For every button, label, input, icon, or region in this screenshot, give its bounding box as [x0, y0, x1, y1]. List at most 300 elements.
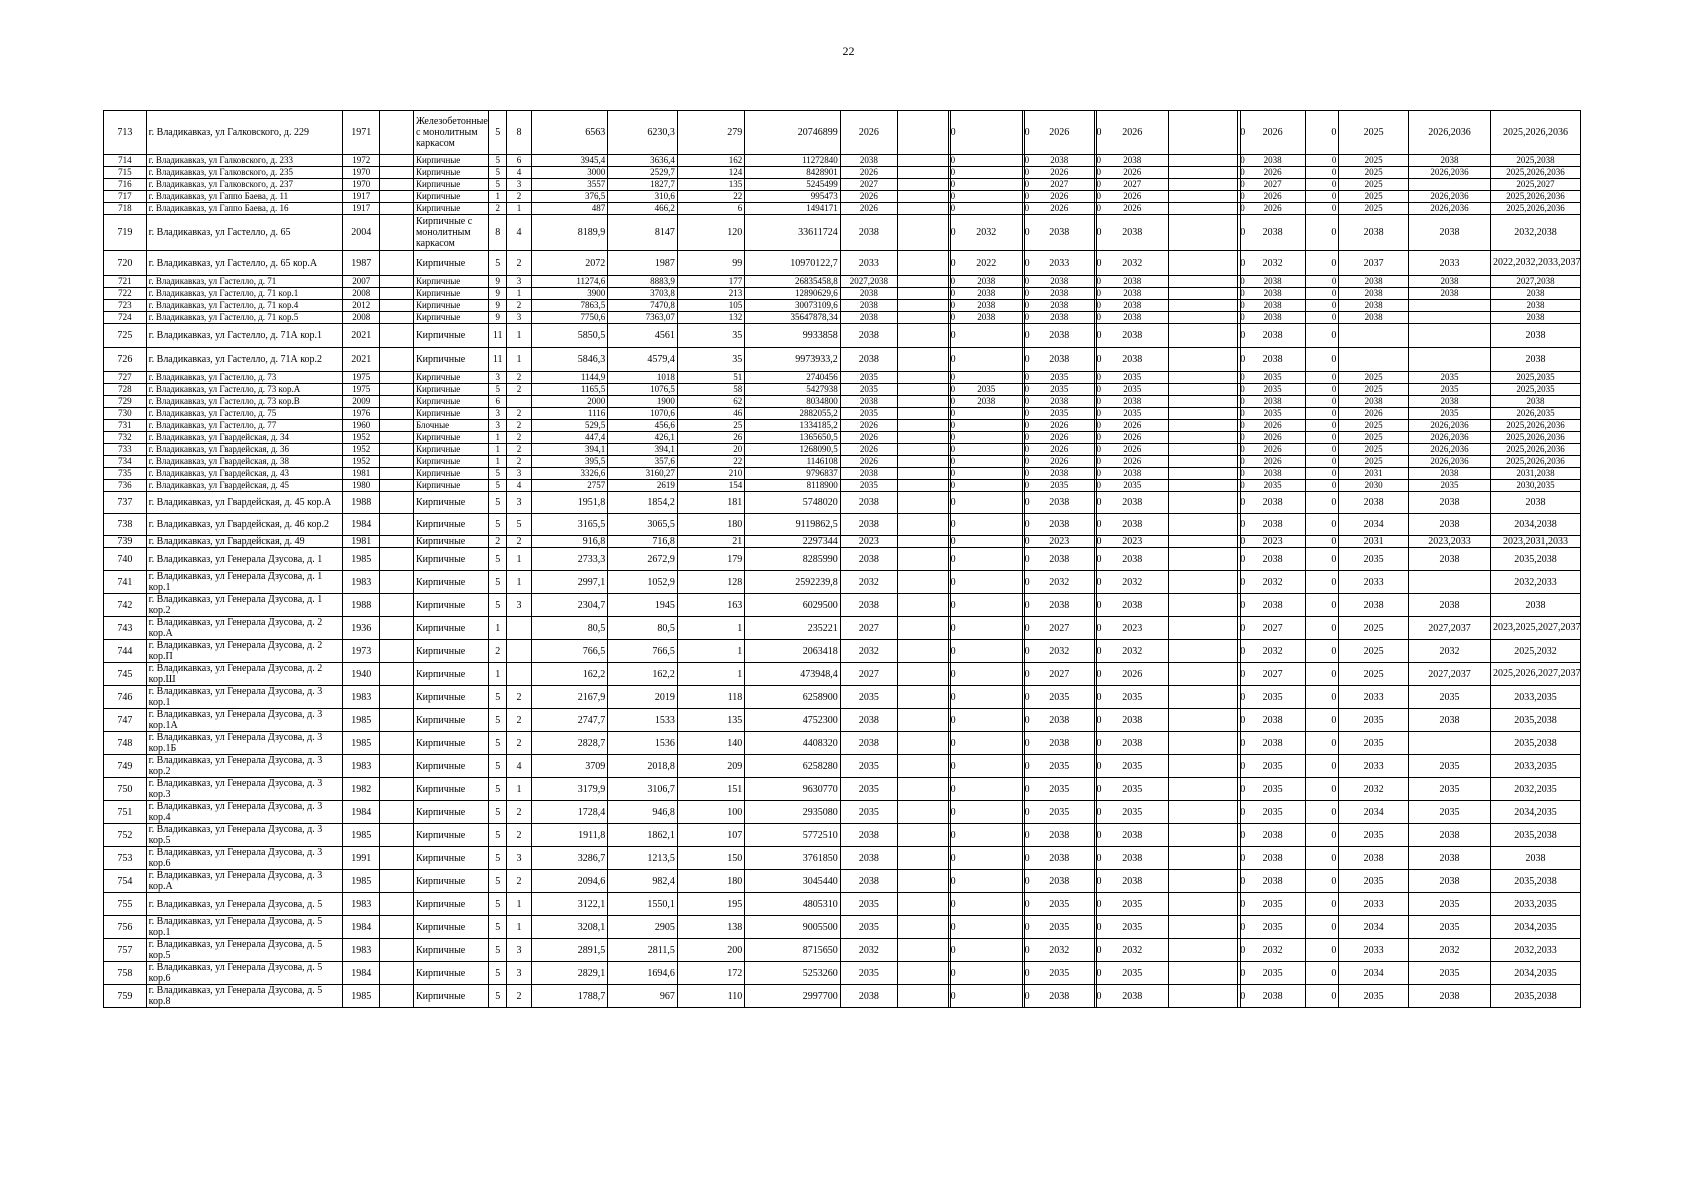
blank-col-2	[898, 348, 949, 372]
row-number: 722	[104, 288, 147, 300]
year-e: 2035	[1240, 801, 1305, 824]
row-number: 745	[104, 663, 147, 686]
blank-col-2	[898, 420, 949, 432]
total-area: 3945,4	[531, 155, 607, 167]
zero-d: 0	[1238, 396, 1240, 408]
wall-material: Кирпичные	[413, 709, 488, 732]
zero-b: 0	[1022, 962, 1024, 985]
year-b	[950, 492, 1022, 514]
build-year: 1975	[343, 372, 380, 384]
zero-c: 0	[1094, 300, 1096, 312]
cost: 9119862,5	[745, 514, 840, 536]
year-c: 2027	[1024, 617, 1094, 640]
blank-col-3	[1168, 847, 1238, 870]
year-d: 2032	[1096, 939, 1168, 962]
wall-material: Кирпичные	[413, 847, 488, 870]
blank-col	[380, 215, 414, 251]
table-row	[104, 348, 1581, 372]
table-row	[104, 251, 1581, 276]
residents: 177	[677, 276, 744, 288]
zero-a: 0	[948, 420, 950, 432]
year-f: 2035	[1339, 709, 1409, 732]
address: г. Владикавказ, ул Гвардейская, д. 45 кор.А	[146, 492, 343, 514]
residents: 210	[677, 468, 744, 480]
years-g: 2038	[1408, 492, 1490, 514]
residents: 151	[677, 778, 744, 801]
cost: 9005500	[745, 916, 840, 939]
years-g: 2026,2036	[1408, 203, 1490, 215]
address: г. Владикавказ, ул Гвардейская, д. 43	[146, 468, 343, 480]
blank-col-2	[898, 203, 949, 215]
table-row	[104, 847, 1581, 870]
year-f: 2034	[1339, 916, 1409, 939]
year-b: 2038	[950, 276, 1022, 288]
years-total: 2033,2035	[1490, 755, 1580, 778]
year-c: 2038	[1024, 396, 1094, 408]
zero-e: 0	[1305, 594, 1339, 617]
floors: 2	[489, 203, 507, 215]
zero-c: 0	[1094, 456, 1096, 468]
year-c: 2038	[1024, 732, 1094, 755]
blank-col	[380, 548, 414, 571]
years-total: 2038	[1490, 324, 1580, 348]
blank-col-2	[898, 571, 949, 594]
year-e: 2038	[1240, 870, 1305, 893]
residents: 172	[677, 962, 744, 985]
blank-col	[380, 276, 414, 288]
zero-a: 0	[948, 571, 950, 594]
address: г. Владикавказ, ул Генерала Дзусова, д. 1 кор.1	[146, 571, 343, 594]
zero-e: 0	[1305, 420, 1339, 432]
year-c: 2038	[1024, 155, 1094, 167]
entrances: 2	[507, 824, 532, 847]
year-e: 2038	[1240, 492, 1305, 514]
floors: 5	[489, 179, 507, 191]
living-area: 80,5	[608, 617, 678, 640]
row-number: 754	[104, 870, 147, 893]
years-g: 2035	[1408, 778, 1490, 801]
year-e: 2038	[1240, 396, 1305, 408]
year-f: 2025	[1339, 444, 1409, 456]
blank-col	[380, 709, 414, 732]
years-g: 2035	[1408, 408, 1490, 420]
residents: 120	[677, 215, 744, 251]
cost: 35647878,34	[745, 312, 840, 324]
blank-col	[380, 456, 414, 468]
cost: 5245499	[745, 179, 840, 191]
year-d: 2026	[1096, 191, 1168, 203]
year-c: 2026	[1024, 167, 1094, 179]
floors: 5	[489, 251, 507, 276]
zero-b: 0	[1022, 288, 1024, 300]
year-b	[950, 640, 1022, 663]
residents: 180	[677, 870, 744, 893]
blank-col	[380, 492, 414, 514]
row-number: 747	[104, 709, 147, 732]
year-a: 2038	[840, 548, 897, 571]
total-area: 162,2	[531, 663, 607, 686]
years-total: 2027,2038	[1490, 276, 1580, 288]
residents: 1	[677, 663, 744, 686]
residents: 279	[677, 111, 744, 155]
build-year: 2012	[343, 300, 380, 312]
wall-material: Блочные	[413, 420, 488, 432]
total-area: 3326,6	[531, 468, 607, 480]
year-f: 2034	[1339, 514, 1409, 536]
zero-d: 0	[1238, 432, 1240, 444]
years-total: 2025,2026,2036	[1490, 432, 1580, 444]
address: г. Владикавказ, ул Гастелло, д. 71А кор.2	[146, 348, 343, 372]
years-g	[1408, 300, 1490, 312]
living-area: 2018,8	[608, 755, 678, 778]
total-area: 3179,9	[531, 778, 607, 801]
build-year: 1936	[343, 617, 380, 640]
address: г. Владикавказ, ул Генерала Дзусова, д. 3 кор.1Б	[146, 732, 343, 755]
cost: 995473	[745, 191, 840, 203]
wall-material: Кирпичные	[413, 870, 488, 893]
total-area: 376,5	[531, 191, 607, 203]
year-a: 2038	[840, 215, 897, 251]
blank-col	[380, 617, 414, 640]
zero-e: 0	[1305, 288, 1339, 300]
cost: 5427938	[745, 384, 840, 396]
year-a: 2026	[840, 203, 897, 215]
year-c: 2035	[1024, 686, 1094, 709]
year-f: 2034	[1339, 962, 1409, 985]
year-b	[950, 444, 1022, 456]
address: г. Владикавказ, ул Гастелло, д. 71 кор.5	[146, 312, 343, 324]
table-row	[104, 801, 1581, 824]
years-g: 2035	[1408, 372, 1490, 384]
build-year: 1973	[343, 640, 380, 663]
floors: 3	[489, 372, 507, 384]
year-c: 2027	[1024, 663, 1094, 686]
table-row	[104, 300, 1581, 312]
zero-e: 0	[1305, 155, 1339, 167]
blank-col-2	[898, 492, 949, 514]
year-d: 2038	[1096, 215, 1168, 251]
cost: 2297344	[745, 536, 840, 548]
build-year: 1940	[343, 663, 380, 686]
floors: 5	[489, 111, 507, 155]
zero-d: 0	[1238, 594, 1240, 617]
blank-col	[380, 939, 414, 962]
wall-material: Кирпичные	[413, 985, 488, 1008]
year-b	[950, 571, 1022, 594]
zero-c: 0	[1094, 962, 1096, 985]
cost: 8034800	[745, 396, 840, 408]
entrances: 2	[507, 191, 532, 203]
build-year: 1985	[343, 985, 380, 1008]
year-a: 2038	[840, 396, 897, 408]
living-area: 716,8	[608, 536, 678, 548]
zero-c: 0	[1094, 492, 1096, 514]
zero-c: 0	[1094, 548, 1096, 571]
entrances: 2	[507, 300, 532, 312]
wall-material: Кирпичные	[413, 300, 488, 312]
address: г. Владикавказ, ул Гаппо Баева, д. 11	[146, 191, 343, 203]
entrances: 1	[507, 288, 532, 300]
years-g: 2026,2036	[1408, 444, 1490, 456]
years-g: 2033	[1408, 251, 1490, 276]
entrances: 3	[507, 312, 532, 324]
years-g: 2026,2036	[1408, 432, 1490, 444]
year-c: 2035	[1024, 778, 1094, 801]
zero-d: 0	[1238, 179, 1240, 191]
zero-e: 0	[1305, 276, 1339, 288]
blank-col	[380, 408, 414, 420]
year-a: 2038	[840, 594, 897, 617]
zero-b: 0	[1022, 514, 1024, 536]
zero-b: 0	[1022, 456, 1024, 468]
years-g: 2027,2037	[1408, 663, 1490, 686]
zero-c: 0	[1094, 203, 1096, 215]
residents: 51	[677, 372, 744, 384]
blank-col-3	[1168, 372, 1238, 384]
row-number: 755	[104, 893, 147, 916]
zero-b: 0	[1022, 663, 1024, 686]
zero-e: 0	[1305, 985, 1339, 1008]
year-b	[950, 732, 1022, 755]
year-c: 2035	[1024, 962, 1094, 985]
blank-col-3	[1168, 444, 1238, 456]
row-number: 719	[104, 215, 147, 251]
zero-b: 0	[1022, 420, 1024, 432]
blank-col-3	[1168, 396, 1238, 408]
zero-e: 0	[1305, 492, 1339, 514]
living-area: 2619	[608, 480, 678, 492]
zero-d: 0	[1238, 276, 1240, 288]
zero-e: 0	[1305, 167, 1339, 179]
year-a: 2035	[840, 962, 897, 985]
cost: 33611724	[745, 215, 840, 251]
entrances: 2	[507, 870, 532, 893]
wall-material: Кирпичные	[413, 468, 488, 480]
wall-material: Кирпичные	[413, 492, 488, 514]
blank-col-2	[898, 870, 949, 893]
year-a: 2032	[840, 939, 897, 962]
year-b	[950, 778, 1022, 801]
zero-e: 0	[1305, 755, 1339, 778]
year-b: 2022	[950, 251, 1022, 276]
year-d: 2038	[1096, 312, 1168, 324]
blank-col-3	[1168, 732, 1238, 755]
living-area: 3636,4	[608, 155, 678, 167]
blank-col-2	[898, 640, 949, 663]
wall-material: Кирпичные	[413, 939, 488, 962]
zero-a: 0	[948, 312, 950, 324]
build-year: 1982	[343, 778, 380, 801]
living-area: 1945	[608, 594, 678, 617]
zero-e: 0	[1305, 348, 1339, 372]
year-e: 2027	[1240, 179, 1305, 191]
residents: 132	[677, 312, 744, 324]
floors: 9	[489, 300, 507, 312]
table-row	[104, 939, 1581, 962]
cost: 8715650	[745, 939, 840, 962]
floors: 1	[489, 663, 507, 686]
blank-col-2	[898, 251, 949, 276]
living-area: 982,4	[608, 870, 678, 893]
years-g: 2035	[1408, 801, 1490, 824]
year-c: 2038	[1024, 312, 1094, 324]
zero-e: 0	[1305, 468, 1339, 480]
zero-c: 0	[1094, 939, 1096, 962]
address: г. Владикавказ, ул Генерала Дзусова, д. 2 кор.П	[146, 640, 343, 663]
blank-col	[380, 778, 414, 801]
build-year: 2008	[343, 312, 380, 324]
floors: 11	[489, 348, 507, 372]
build-year: 2021	[343, 348, 380, 372]
year-b	[950, 111, 1022, 155]
cost: 9973933,2	[745, 348, 840, 372]
blank-col-2	[898, 456, 949, 468]
build-year: 1991	[343, 847, 380, 870]
table-row	[104, 396, 1581, 408]
living-area: 8147	[608, 215, 678, 251]
year-c: 2038	[1024, 548, 1094, 571]
blank-col-2	[898, 985, 949, 1008]
entrances: 1	[507, 203, 532, 215]
blank-col-3	[1168, 640, 1238, 663]
zero-d: 0	[1238, 288, 1240, 300]
table-row	[104, 432, 1581, 444]
residents: 35	[677, 324, 744, 348]
living-area: 2905	[608, 916, 678, 939]
year-d: 2027	[1096, 179, 1168, 191]
entrances	[507, 663, 532, 686]
living-area: 3065,5	[608, 514, 678, 536]
years-g: 2038	[1408, 709, 1490, 732]
entrances	[507, 640, 532, 663]
build-year: 1983	[343, 939, 380, 962]
living-area: 1550,1	[608, 893, 678, 916]
zero-b: 0	[1022, 312, 1024, 324]
years-total: 2033,2035	[1490, 686, 1580, 709]
cost: 2592239,8	[745, 571, 840, 594]
address: г. Владикавказ, ул Галковского, д. 235	[146, 167, 343, 179]
zero-a: 0	[948, 111, 950, 155]
zero-a: 0	[948, 155, 950, 167]
year-d: 2038	[1096, 276, 1168, 288]
address: г. Владикавказ, ул Генерала Дзусова, д. 5 кор.8	[146, 985, 343, 1008]
build-year: 1988	[343, 492, 380, 514]
entrances: 2	[507, 801, 532, 824]
wall-material: Кирпичные	[413, 444, 488, 456]
cost: 1365650,5	[745, 432, 840, 444]
entrances: 1	[507, 916, 532, 939]
year-e: 2026	[1240, 420, 1305, 432]
wall-material: Кирпичные	[413, 384, 488, 396]
year-d: 2038	[1096, 288, 1168, 300]
floors: 5	[489, 155, 507, 167]
entrances: 2	[507, 456, 532, 468]
blank-col-2	[898, 801, 949, 824]
year-f: 2033	[1339, 755, 1409, 778]
wall-material: Кирпичные	[413, 432, 488, 444]
cost: 1334185,2	[745, 420, 840, 432]
entrances: 2	[507, 420, 532, 432]
zero-d: 0	[1238, 480, 1240, 492]
zero-a: 0	[948, 396, 950, 408]
year-d: 2038	[1096, 709, 1168, 732]
zero-a: 0	[948, 251, 950, 276]
year-d: 2038	[1096, 594, 1168, 617]
zero-c: 0	[1094, 686, 1096, 709]
year-d: 2035	[1096, 801, 1168, 824]
zero-d: 0	[1238, 893, 1240, 916]
year-b	[950, 686, 1022, 709]
year-e: 2038	[1240, 514, 1305, 536]
wall-material: Кирпичные	[413, 396, 488, 408]
years-g: 2038	[1408, 594, 1490, 617]
residents: 62	[677, 396, 744, 408]
living-area: 1987	[608, 251, 678, 276]
row-number: 742	[104, 594, 147, 617]
zero-e: 0	[1305, 251, 1339, 276]
year-f: 2025	[1339, 384, 1409, 396]
zero-d: 0	[1238, 985, 1240, 1008]
year-c: 2035	[1024, 408, 1094, 420]
blank-col-3	[1168, 167, 1238, 179]
row-number: 723	[104, 300, 147, 312]
total-area: 2000	[531, 396, 607, 408]
years-total: 2025,2026,2036	[1490, 203, 1580, 215]
blank-col-2	[898, 408, 949, 420]
year-a: 2035	[840, 916, 897, 939]
cost: 4805310	[745, 893, 840, 916]
year-c: 2027	[1024, 179, 1094, 191]
address: г. Владикавказ, ул Гаппо Баева, д. 16	[146, 203, 343, 215]
zero-d: 0	[1238, 571, 1240, 594]
zero-c: 0	[1094, 824, 1096, 847]
year-e: 2038	[1240, 824, 1305, 847]
residents: 200	[677, 939, 744, 962]
zero-d: 0	[1238, 492, 1240, 514]
year-f: 2038	[1339, 288, 1409, 300]
zero-a: 0	[948, 384, 950, 396]
year-c: 2038	[1024, 215, 1094, 251]
blank-col-3	[1168, 709, 1238, 732]
wall-material: Кирпичные	[413, 348, 488, 372]
zero-b: 0	[1022, 396, 1024, 408]
residents: 209	[677, 755, 744, 778]
blank-col-2	[898, 755, 949, 778]
row-number: 713	[104, 111, 147, 155]
floors: 3	[489, 408, 507, 420]
entrances: 2	[507, 372, 532, 384]
total-area: 3122,1	[531, 893, 607, 916]
year-a: 2038	[840, 468, 897, 480]
floors: 1	[489, 617, 507, 640]
zero-a: 0	[948, 870, 950, 893]
year-b	[950, 536, 1022, 548]
years-g	[1408, 179, 1490, 191]
total-area: 1165,5	[531, 384, 607, 396]
year-e: 2035	[1240, 755, 1305, 778]
year-a: 2038	[840, 492, 897, 514]
table-row	[104, 276, 1581, 288]
table-row	[104, 288, 1581, 300]
build-year: 1985	[343, 870, 380, 893]
blank-col	[380, 801, 414, 824]
year-a: 2027	[840, 663, 897, 686]
build-year: 1917	[343, 191, 380, 203]
residents: 107	[677, 824, 744, 847]
year-b	[950, 408, 1022, 420]
zero-d: 0	[1238, 962, 1240, 985]
entrances: 3	[507, 962, 532, 985]
